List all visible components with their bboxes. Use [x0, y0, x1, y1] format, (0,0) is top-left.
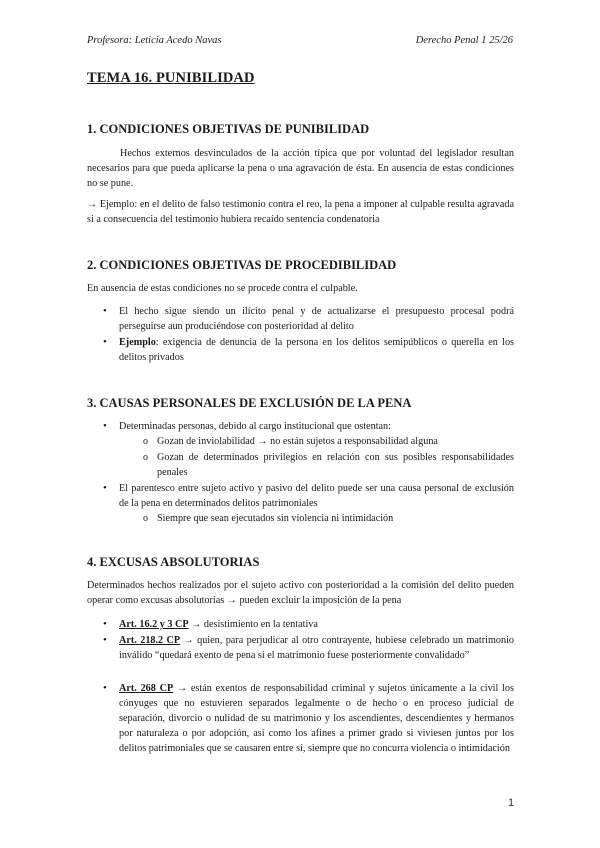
page-number: 1 [508, 797, 515, 809]
section-4-bullet-3 [119, 681, 514, 756]
article-label: Art. 218.2 CP [119, 635, 181, 646]
section-4-paragraph: Determinados hechos realizados por el sujeto activo con posterioridad a la comisión del delito pueden operar como excusas absolutorias → pueden excluir la imposición de la pena [87, 580, 514, 606]
section-2-paragraph: En ausencia de estas condiciones no se procede contra el culpable. [87, 283, 358, 294]
section-2-bullet-2 [119, 335, 514, 365]
section-3-subitem-2: o Gozan de determinados privilegios en relación con sus posibles responsabilidades penales [157, 450, 514, 480]
page-title: TEMA 16. PUNIBILIDAD [87, 70, 255, 86]
article-label: Art. 16.2 y 3 CP [119, 619, 189, 630]
section-3-subitem-3: o Siempre que sean ejecutados sin violencia ni intimidación [157, 511, 514, 526]
section-1-paragraph: Hechos externos desvinculados de la acción típica que por voluntad del legislador resultan necesarios para que pueda aplicarse la pena o una agravación de ésta. En ausencia de estas condiciones no se pune. [87, 148, 514, 189]
article-text: → quien, para perjudicar al otro contrayente, hubiese celebrado un matrimonio inválido “quedará exento de pena si el matrimonio fuese posteriormente convalidado” [119, 635, 514, 661]
article-text: → están exentos de responsabilidad criminal y sujetos únicamente a la civil los cónyuges que no estuvieren separados legalmente o de hecho o en proceso judicial de separación, divorcio o nulidad de su matrimonio y los ascendientes, descendientes y hermanos por naturaleza o por adopción, así como los afines a primer grado si viviesen juntos por los delitos patrimoniales que se causaren entre sí, siempre que no concurra violencia o intimidación [119, 683, 514, 754]
section-1-example: → Ejemplo: en el delito de falso testimonio contra el reo, la pena a imponer al culpable resulta agravada si a consecuencia del testimonio hubiera recaído sentencia condenatoria [87, 199, 514, 225]
article-label: Art. 268 CP [119, 683, 174, 694]
section-4-bullet-1 [119, 617, 514, 632]
section-3-bullet-1: • Determinadas personas, debido al cargo institucional que ostentan: [119, 419, 514, 434]
header-author: Profesora: Leticia Acedo Navas [87, 35, 222, 46]
section-3-heading: 3. CAUSAS PERSONALES DE EXCLUSIÓN DE LA PENA [87, 396, 412, 410]
section-4-bullet-2 [119, 633, 514, 663]
article-text: → desistimiento en la tentativa [188, 619, 318, 630]
section-3-subitem-1: o Gozan de inviolabilidad → no están sujetos a responsabilidad alguna [157, 434, 514, 449]
section-2-heading: 2. CONDICIONES OBJETIVAS DE PROCEDIBILIDAD [87, 258, 397, 272]
section-3-bullet-2: • El parentesco entre sujeto activo y pasivo del delito puede ser una causa personal de exclusión de la pena en determinados delitos patrimoniales [119, 481, 514, 511]
section-4-heading: 4. EXCUSAS ABSOLUTORIAS [87, 555, 260, 569]
page-header [87, 35, 513, 46]
section-1-heading: 1. CONDICIONES OBJETIVAS DE PUNIBILIDAD [87, 122, 370, 136]
example-label: Ejemplo [119, 337, 156, 348]
example-text: : exigencia de denuncia de la persona en los delitos semipúblicos o querella en los delitos privados [119, 337, 514, 363]
section-2-bullet-1: • El hecho sigue siendo un ilícito penal y de actualizarse el presupuesto procesal podrá perseguirse aun produciéndose con posterioridad al delito [119, 304, 514, 334]
header-course: Derecho Penal 1 25/26 [415, 35, 513, 46]
